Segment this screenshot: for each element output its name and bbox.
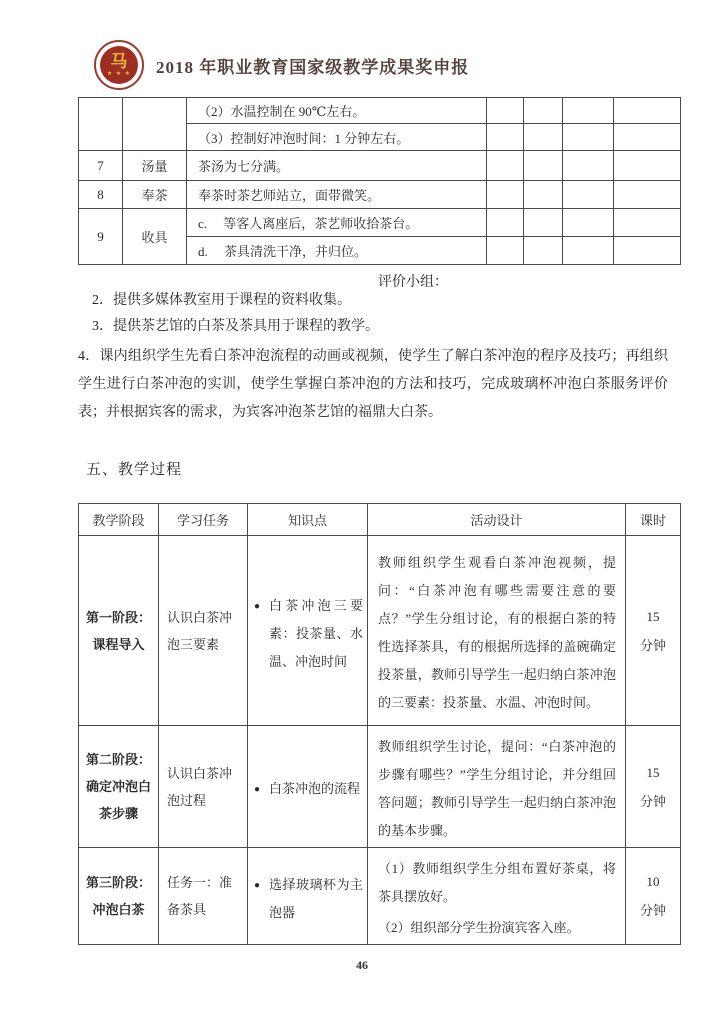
score-cell	[563, 181, 614, 209]
index-cell: 8	[79, 181, 123, 209]
body-paragraphs	[78, 288, 668, 427]
col-header-stage: 教学阶段	[79, 504, 159, 536]
duration-number: 15	[646, 608, 660, 624]
score-cell	[524, 124, 563, 151]
activity-cell	[368, 536, 626, 726]
table-row	[79, 209, 681, 237]
activity-cell	[368, 848, 626, 945]
task-cell: 认识白茶冲泡三要素	[159, 536, 248, 726]
score-cell	[614, 124, 681, 151]
duration-unit: 分钟	[639, 903, 666, 918]
score-cell	[563, 151, 614, 181]
score-cell	[487, 98, 524, 124]
task-cell: 任务一：准备茶具	[159, 848, 248, 945]
activity-text: （2）组织部分学生扮演宾客入座。	[378, 920, 580, 935]
activity-cell	[368, 726, 626, 848]
score-cell	[524, 98, 563, 124]
col-header-knowledge: 知识点	[248, 504, 368, 536]
empty-cell	[79, 98, 123, 151]
col-header-task: 学习任务	[159, 504, 248, 536]
duration-number: 10	[646, 874, 660, 889]
page-number: 46	[356, 958, 368, 972]
knowledge-cell	[248, 536, 368, 726]
table-row	[79, 98, 681, 124]
activity-text: 教师组织学生观看白茶冲泡视频，提问：“白茶冲泡有哪些需要注意的要点？”学生分组讨论，有的根据白茶的特性选择茶具，有的根据所选择的盖碗确定投茶量，教师引导学生一起归纳白茶冲泡的三要素：投茶量、水温、冲泡时间。	[378, 555, 616, 710]
bullet-icon: ●	[254, 880, 261, 891]
score-cell	[487, 209, 524, 237]
knowledge-cell	[248, 848, 368, 945]
evaluation-group-label: 评价小组：	[378, 275, 448, 290]
score-cell	[524, 237, 563, 265]
category-cell: 汤量	[123, 151, 187, 181]
score-cell	[563, 237, 614, 265]
score-cell	[614, 209, 681, 237]
table-row	[79, 726, 681, 848]
knowledge-cell	[248, 726, 368, 848]
stage-cell: 第二阶段：确定冲泡白茶步骤	[79, 726, 159, 848]
index-cell: 7	[79, 151, 123, 181]
score-cell	[563, 124, 614, 151]
criteria-cell: 茶汤为七分满。	[187, 151, 487, 181]
table-row	[79, 151, 681, 181]
score-cell	[614, 181, 681, 209]
score-cell	[487, 124, 524, 151]
paragraph-3: 3．提供茶艺馆的白茶及茶具用于课程的教学。	[92, 319, 379, 334]
school-seal-icon	[94, 40, 144, 90]
col-header-duration: 课时	[626, 504, 681, 536]
score-cell	[487, 181, 524, 209]
seal-inner	[100, 46, 138, 84]
duration-cell	[626, 848, 681, 945]
score-cell	[614, 98, 681, 124]
score-cell	[524, 181, 563, 209]
stars-glyph: ★ ★ ★	[106, 71, 132, 77]
knowledge-text: 白茶冲泡三要素：投茶量、水温、冲泡时间	[269, 597, 363, 669]
page-header	[94, 40, 469, 90]
document-title: 2018 年职业教育国家级教学成果奖申报	[156, 57, 470, 77]
bullet-icon: ●	[254, 784, 261, 795]
section-title: 五、教学过程	[86, 462, 183, 478]
duration-number: 15	[646, 764, 660, 780]
table-row	[79, 848, 681, 945]
activity-text: 教师组织学生讨论，提问：“白茶冲泡的步骤有哪些？”学生分组讨论，并分组回答问题；教师引导学生一起归纳白茶冲泡的基本步骤。	[378, 739, 616, 838]
table-row	[79, 181, 681, 209]
horse-glyph: 马	[110, 52, 128, 71]
category-cell: 奉茶	[123, 181, 187, 209]
score-cell	[524, 209, 563, 237]
criteria-cell: （2）水温控制在 90℃左右。	[187, 98, 487, 124]
paragraph-4: 4．课内组织学生先看白茶冲泡流程的动画或视频，使学生了解白茶冲泡的程序及技巧；再组织学生进行白茶冲泡的实训，使学生掌握白茶冲泡的方法和技巧，完成玻璃杯冲泡白茶服务评价表；并根据宾客的需求，为宾客冲泡茶艺馆的福鼎大白茶。	[78, 349, 668, 420]
col-header-activity: 活动设计	[368, 504, 626, 536]
score-cell	[524, 151, 563, 181]
criteria-cell: c. 等客人离座后，茶艺师收拾茶台。	[187, 209, 487, 237]
duration-cell	[626, 536, 681, 726]
paragraph-2: 2．提供多媒体教室用于课程的资料收集。	[92, 293, 351, 308]
score-cell	[614, 151, 681, 181]
table-row	[79, 536, 681, 726]
score-cell	[487, 151, 524, 181]
index-cell: 9	[79, 209, 123, 265]
stage-cell: 第三阶段：冲泡白茶	[79, 848, 159, 945]
criteria-cell: 奉茶时茶艺师站立，面带微笑。	[187, 181, 487, 209]
criteria-cell: d. 茶具清洗干净，并归位。	[187, 237, 487, 265]
activity-text: （1）教师组织学生分组布置好茶桌，将茶具摆放好。	[378, 861, 616, 904]
knowledge-text: 白茶冲泡的流程	[269, 781, 361, 796]
category-cell: 收具	[123, 209, 187, 265]
empty-cell	[123, 98, 187, 151]
teaching-process-table	[78, 503, 681, 945]
stage-cell: 第一阶段：课程导入	[79, 536, 159, 726]
duration-unit: 分钟	[639, 793, 666, 809]
duration-unit: 分钟	[639, 637, 666, 653]
score-cell	[487, 237, 524, 265]
duration-cell	[626, 726, 681, 848]
evaluation-table	[78, 97, 681, 265]
score-cell	[614, 237, 681, 265]
criteria-cell: （3）控制好冲泡时间：1 分钟左右。	[187, 124, 487, 151]
task-cell: 认识白茶冲泡过程	[159, 726, 248, 848]
knowledge-text: 选择玻璃杯为主泡器	[269, 877, 363, 920]
table-header-row	[79, 504, 681, 536]
bullet-icon: ●	[254, 600, 261, 612]
score-cell	[563, 209, 614, 237]
score-cell	[563, 98, 614, 124]
